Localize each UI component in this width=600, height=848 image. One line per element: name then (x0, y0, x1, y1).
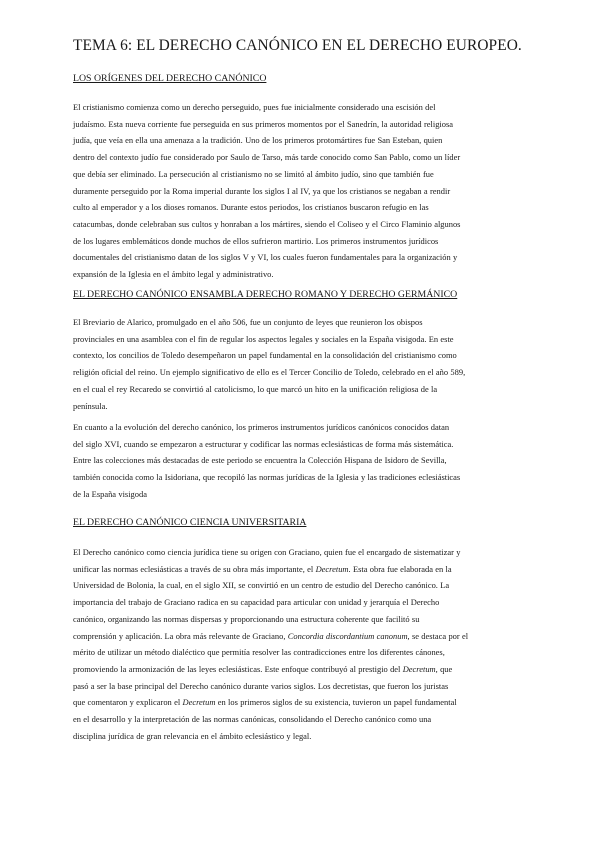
text-line: El Breviario de Alarico, promulgado en el año 506, fue un conjunto de leyes que reunieron los obispos (73, 317, 423, 327)
text-line: En cuanto a la evolución del derecho canónico, los primeros instrumentos jurídicos canónicos conocidos datan (73, 422, 450, 432)
text-line: península. (73, 400, 108, 411)
text-line: que debía ser eliminado. La persecución al cristianismo no se limitó al ámbito judío, sino que también fue (73, 168, 434, 179)
text-line: catacumbas, donde celebraban sus cultos y honraban a los mártires, siendo el Coliseo y el Circo Flaminio algunos (73, 218, 461, 229)
text-line: disciplina jurídica de gran relevancia en el ámbito eclesiástico y legal. (73, 730, 312, 741)
text-line: Entre las colecciones más destacadas de este periodo se encuentra la Colección Hispana de Isidoro de Sevilla, (73, 455, 447, 466)
italic-title: Decretum (315, 563, 349, 574)
text-line: culto al emperador y a los dioses romanos. Durante estos periodos, los cristianos buscaron refugio en las (73, 202, 429, 213)
text-line: judaísmo. Esta nueva corriente fue perseguida en sus primeros momentos por el Sanedrín, la autoridad religiosa (73, 118, 454, 129)
text-line: religión oficial del reino. Un ejemplo significativo de ello es el Tercer Concilio de Toledo, celebrado en el año 589, (73, 367, 466, 378)
text-line: promoviendo la armonización de las leyes eclesiásticas. Este enfoque contribuyó al prestigio del Decretum, que (73, 663, 453, 674)
text-line: expansión de la Iglesia en el ámbito legal y administrativo. (73, 269, 274, 280)
text-line: documentales del cristianismo datan de los siglos V y VI, los cuales fueron fundamentales para la organización y (73, 252, 458, 263)
text-line: Universidad de Bolonia, la cual, en el siglo XII, se convirtió en un centro de estudio del Derecho canónico. La (73, 580, 450, 591)
text-line: de los lugares emblemáticos donde muchos de ellos sufrieron martirio. Los primeros instrumentos jurídicos (73, 235, 439, 246)
text-line: del siglo XVI, cuando se empezaron a estructurar y codificar las normas eclesiásticas de forma más sistemática. (73, 438, 454, 449)
text-line: El cristianismo comienza como un derecho perseguido, pues fue inicialmente considerado una escisión del (73, 102, 436, 112)
text-line: comprensión y aplicación. La obra más relevante de Graciano, Concordia discordantium canonum, se destaca por el (73, 630, 469, 641)
text-line: importancia del trabajo de Graciano radica en su capacidad para articular con unidad y jerarquía el Derecho (73, 597, 440, 608)
paragraph-evolution (73, 419, 528, 503)
text-line: duramente perseguido por la Roma imperial durante los siglos I al IV, ya que los cristianos se negaban a rendir (73, 185, 451, 196)
italic-title: Concordia discordantium canonum (287, 630, 408, 641)
text-line: contexto, los concilios de Toledo desempeñaron un papel fundamental en la consolidación del cristianismo como (73, 350, 457, 361)
text-line: pasó a ser la base principal del Derecho canónico durante varios siglos. Los decretistas, que fueron los juristas (73, 680, 449, 691)
section-heading-university: EL DERECHO CANÓNICO CIENCIA UNIVERSITARIA (73, 517, 307, 528)
text-line: de la España visigoda (73, 488, 147, 499)
paragraph-graciano (73, 544, 528, 744)
section-heading-origins: LOS ORÍGENES DEL DERECHO CANÓNICO (73, 73, 267, 84)
section-heading-roman-germanic: EL DERECHO CANÓNICO ENSAMBLA DERECHO ROMANO Y DERECHO GERMÁNICO (73, 289, 458, 300)
text-line: judía, que veía en ella una amenaza a la tradición. Uno de los primeros protomártires fue San Esteban, quien (73, 135, 443, 146)
text-line: canónico, organizando las normas dispersas y proporcionando una estructura coherente que facilitó su (73, 613, 420, 624)
text-line: provinciales en una asamblea con el fin de regular los aspectos legales y sociales en la España visigoda. En este (73, 333, 454, 344)
text-line: que comentaron y explicaron el Decretum en los primeros siglos de su existencia, tuvieron un papel fundamental (73, 697, 457, 708)
text-line: mérito de utilizar un método dialéctico que permitía resolver las contradicciones entre los diferentes cánones, (73, 647, 445, 658)
italic-title: Decretum (182, 697, 216, 708)
paragraph-origins (73, 99, 528, 283)
page-title: TEMA 6: EL DERECHO CANÓNICO EN EL DERECHO EUROPEO. (73, 37, 522, 54)
text-line: en el cual el rey Recaredo se convirtió al catolicismo, lo que marcó un hito en la unificación religiosa de la (73, 383, 438, 394)
text-line: en el desarrollo y la interpretación de las normas canónicas, consolidando el Derecho canónico como una (73, 714, 432, 725)
text-line: El Derecho canónico como ciencia jurídica tiene su origen con Graciano, quien fue el encargado de sistematizar y (73, 547, 461, 557)
text-line: unificar las normas eclesiásticas a través de su obra más importante, el Decretum. Esta obra fue elaborada en la (73, 563, 452, 574)
text-line: también conocida como la Isidoriana, que recopiló las normas jurídicas de la Iglesia y las tradiciones eclesiásticas (73, 472, 461, 483)
paragraph-alaric (73, 314, 528, 414)
italic-title: Decretum (402, 663, 436, 674)
text-line: dentro del contexto judío fue considerado por Saulo de Tarso, más tarde conocido como San Pablo, como un líder (73, 152, 461, 163)
